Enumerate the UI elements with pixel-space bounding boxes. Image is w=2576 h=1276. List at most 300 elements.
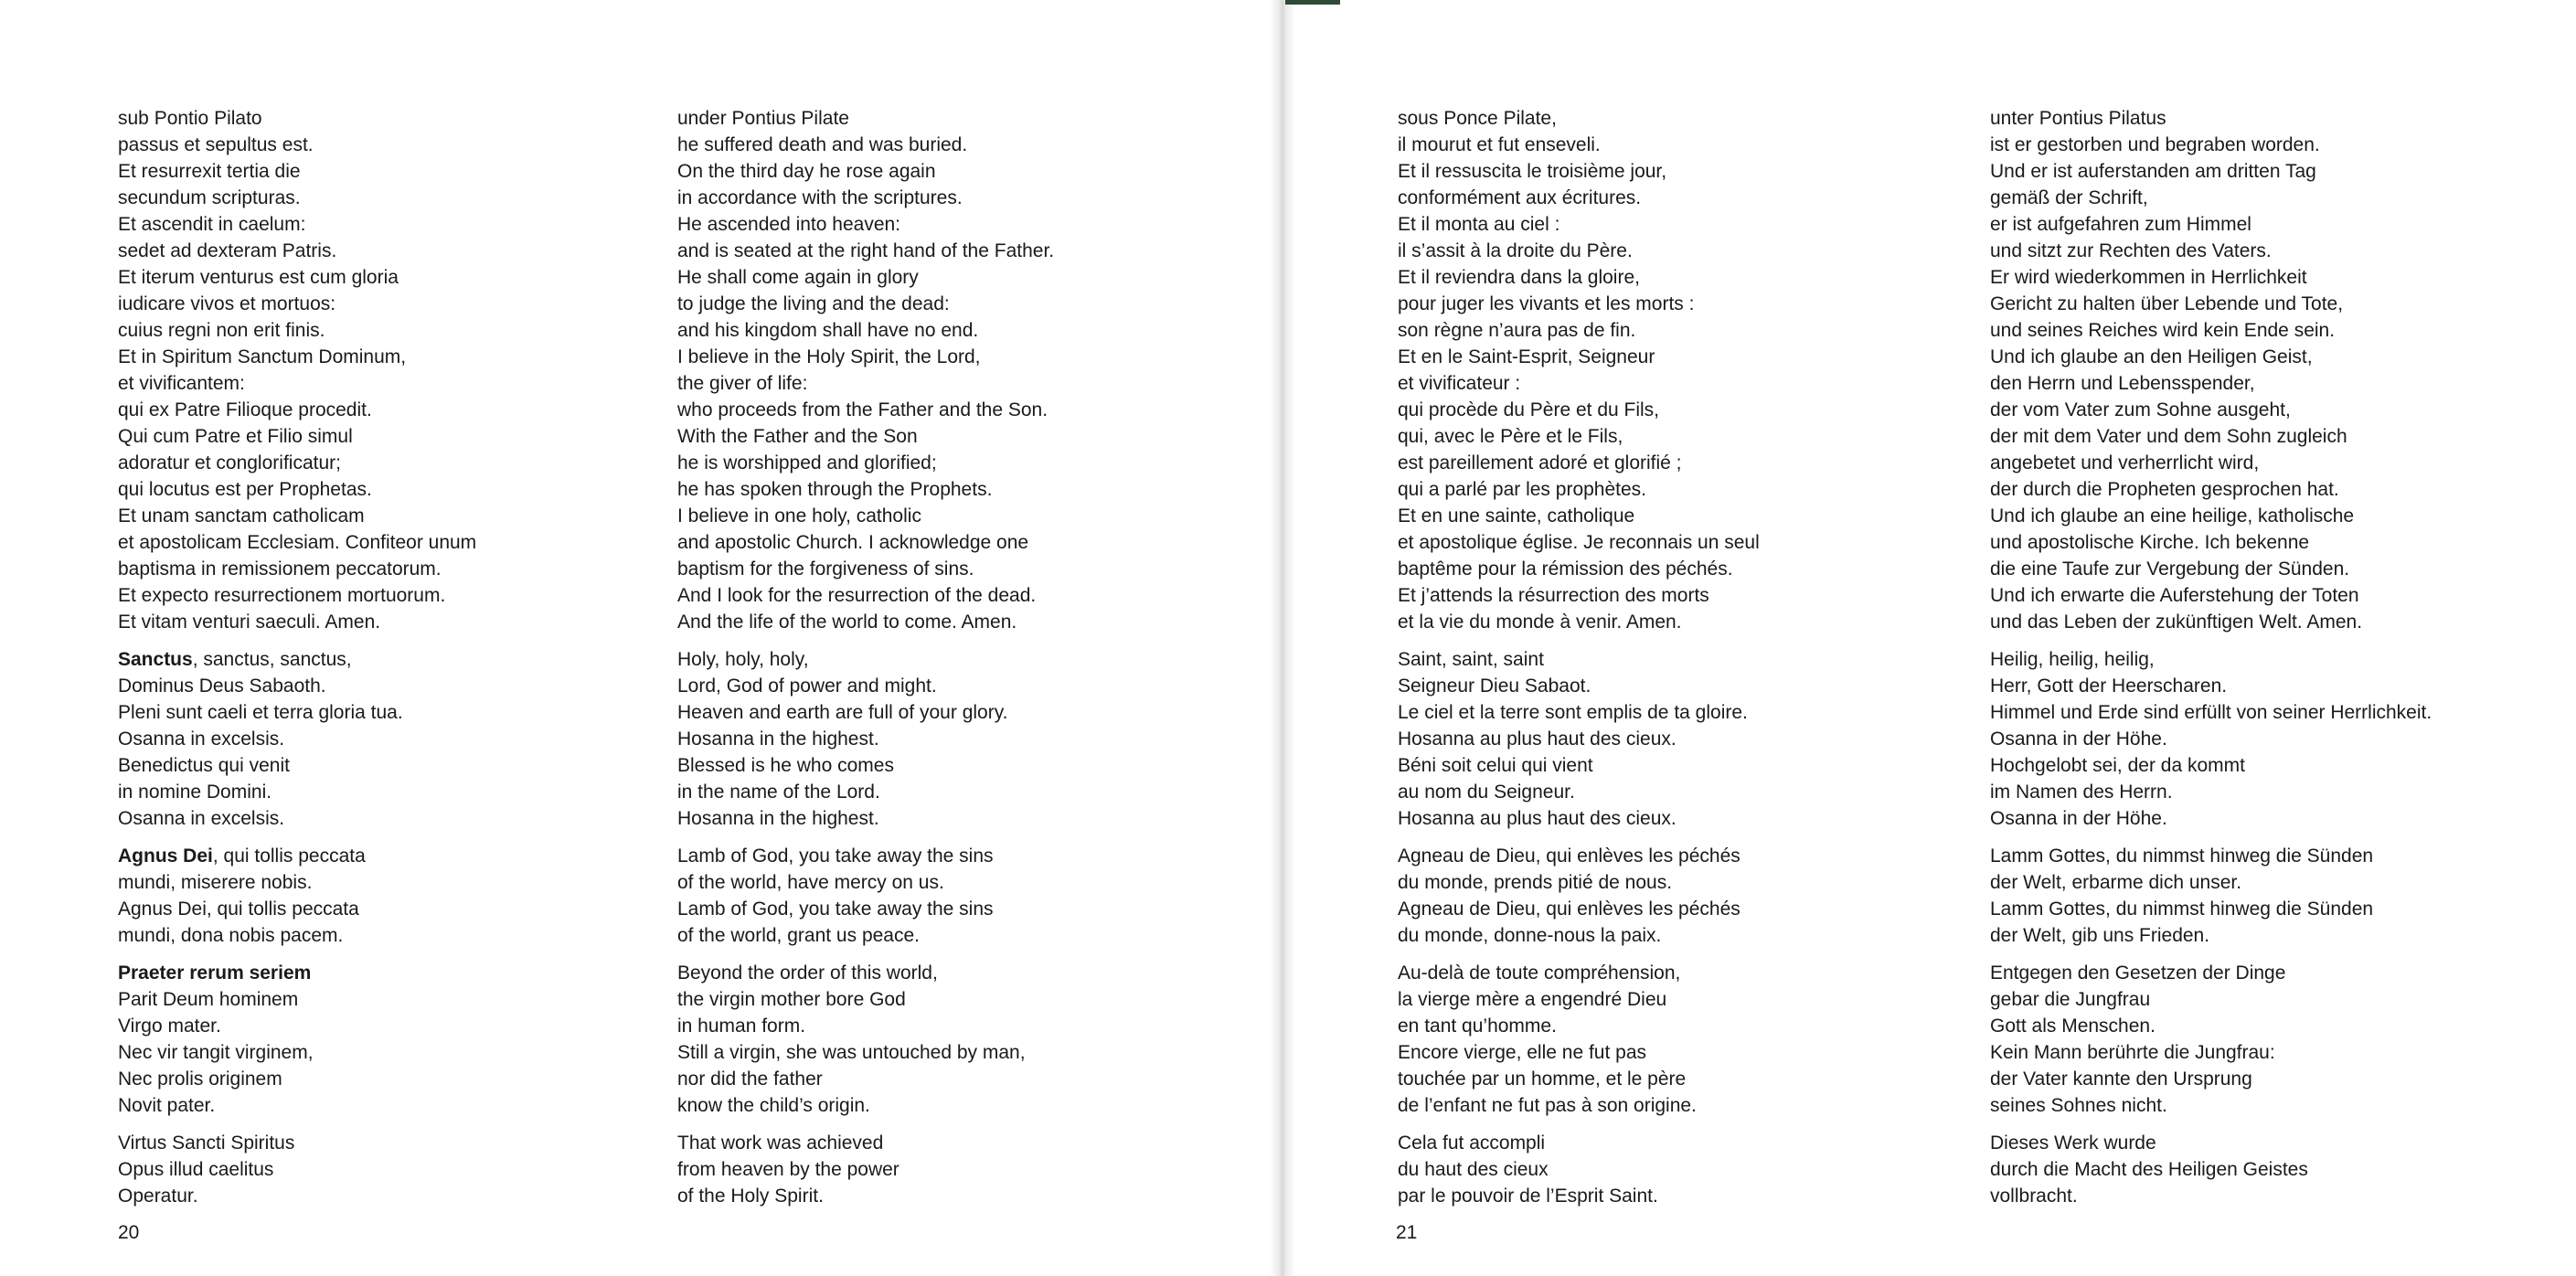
text-line xyxy=(1990,370,2432,397)
text-line xyxy=(1398,211,1760,238)
text-line xyxy=(677,609,1054,635)
line-text: Et iterum venturus est cum gloria xyxy=(118,267,399,288)
text-line xyxy=(1990,960,2432,986)
bold-heading: Sanctus xyxy=(118,649,193,670)
line-text: en tant qu’homme. xyxy=(1398,1015,1557,1037)
stanza xyxy=(1398,1130,1760,1209)
line-text: Qui cum Patre et Filio simul xyxy=(118,426,353,447)
text-line xyxy=(1990,726,2432,752)
text-line xyxy=(677,960,1054,986)
line-text: sous Ponce Pilate, xyxy=(1398,108,1557,129)
line-text: qui procède du Père et du Fils, xyxy=(1398,399,1660,420)
line-text: Blessed is he who comes xyxy=(677,755,894,776)
line-text: mundi, miserere nobis. xyxy=(118,872,313,893)
stanza xyxy=(118,960,476,1119)
text-line xyxy=(677,646,1054,673)
stanza xyxy=(677,105,1054,635)
line-text: And I look for the resurrection of the dead. xyxy=(677,585,1037,606)
text-line xyxy=(677,869,1054,896)
latin-column xyxy=(118,105,476,1220)
line-text: Gericht zu halten über Lebende und Tote, xyxy=(1990,293,2344,314)
line-text: et apostolicam Ecclesiam. Confiteor unum xyxy=(118,532,477,553)
line-text: Béni soit celui qui vient xyxy=(1398,755,1593,776)
line-text: und das Leben der zukünftigen Welt. Amen. xyxy=(1990,611,2363,633)
line-text: Et unam sanctam catholicam xyxy=(118,505,365,526)
line-text: Operatur. xyxy=(118,1186,198,1207)
line-text: he suffered death and was buried. xyxy=(677,134,968,155)
line-text: Holy, holy, holy, xyxy=(677,649,809,670)
line-text: , qui tollis peccata xyxy=(212,845,366,867)
line-text: et la vie du monde à venir. Amen. xyxy=(1398,611,1682,633)
text-line xyxy=(118,582,476,609)
bold-heading: Praeter rerum seriem xyxy=(118,962,312,984)
line-text: est pareillement adoré et glorifié ; xyxy=(1398,452,1682,473)
text-line xyxy=(118,1039,476,1066)
line-text: Et en une sainte, catholique xyxy=(1398,505,1635,526)
line-text: Und ich glaube an eine heilige, katholische xyxy=(1990,505,2355,526)
line-text: Opus illud caelitus xyxy=(118,1159,274,1180)
text-line xyxy=(677,132,1054,158)
line-text: he has spoken through the Prophets. xyxy=(677,479,993,500)
text-line xyxy=(118,185,476,211)
text-line xyxy=(677,805,1054,832)
text-line xyxy=(118,211,476,238)
line-text: du monde, prends pitié de nous. xyxy=(1398,872,1673,893)
line-text: Lamb of God, you take away the sins xyxy=(677,899,994,920)
text-line xyxy=(118,476,476,503)
text-line xyxy=(1398,344,1760,370)
line-text: Et il reviendra dans la gloire, xyxy=(1398,267,1640,288)
line-text: Und er ist auferstanden am dritten Tag xyxy=(1990,161,2316,182)
line-text: Virgo mater. xyxy=(118,1015,221,1037)
line-text: in accordance with the scriptures. xyxy=(677,187,963,208)
line-text: Au-delà de toute compréhension, xyxy=(1398,962,1681,984)
text-line xyxy=(677,556,1054,582)
text-line xyxy=(1990,423,2432,450)
text-line xyxy=(1990,132,2432,158)
text-line xyxy=(1990,1092,2432,1119)
line-text: Et j’attends la résurrection des morts xyxy=(1398,585,1709,606)
text-line xyxy=(1990,344,2432,370)
stanza xyxy=(1990,646,2432,832)
text-line xyxy=(1990,1183,2432,1209)
line-text: sub Pontio Pilato xyxy=(118,108,262,129)
line-text: gebar die Jungfrau xyxy=(1990,989,2151,1010)
line-text: unter Pontius Pilatus xyxy=(1990,108,2166,129)
line-text: Hosanna au plus haut des cieux. xyxy=(1398,808,1677,829)
stanza xyxy=(118,646,476,832)
text-line xyxy=(118,450,476,476)
line-text: know the child’s origin. xyxy=(677,1095,870,1116)
line-text: du monde, donne-nous la paix. xyxy=(1398,925,1662,946)
line-text: Agneau de Dieu, qui enlèves les péchés xyxy=(1398,845,1740,867)
line-text: Heilig, heilig, heilig, xyxy=(1990,649,2155,670)
line-text: Et in Spiritum Sanctum Dominum, xyxy=(118,346,407,367)
line-text: baptism for the forgiveness of sins. xyxy=(677,558,974,580)
text-line xyxy=(677,582,1054,609)
line-text: par le pouvoir de l’Esprit Saint. xyxy=(1398,1186,1658,1207)
text-line xyxy=(1398,397,1760,423)
line-text: Et ascendit in caelum: xyxy=(118,214,306,235)
line-text: in the name of the Lord. xyxy=(677,782,880,803)
line-text: Agnus Dei, qui tollis peccata xyxy=(118,899,359,920)
line-text: gemäß der Schrift, xyxy=(1990,187,2148,208)
line-text: der vom Vater zum Sohne ausgeht, xyxy=(1990,399,2291,420)
text-line xyxy=(1990,869,2432,896)
text-line xyxy=(1990,843,2432,869)
text-line xyxy=(1990,105,2432,132)
line-text: Und ich glaube an den Heiligen Geist, xyxy=(1990,346,2313,367)
text-line xyxy=(1990,922,2432,949)
stanza xyxy=(1398,105,1760,635)
text-line xyxy=(677,726,1054,752)
text-line xyxy=(677,158,1054,185)
line-text: Osanna in excelsis. xyxy=(118,808,285,829)
text-line xyxy=(677,1039,1054,1066)
line-text: Hosanna in the highest. xyxy=(677,728,879,750)
line-text: I believe in the Holy Spirit, the Lord, xyxy=(677,346,981,367)
text-line xyxy=(677,922,1054,949)
line-text: , sanctus, sanctus, xyxy=(192,649,352,670)
line-text: baptisma in remissionem peccatorum. xyxy=(118,558,442,580)
text-line xyxy=(1398,1092,1760,1119)
text-line xyxy=(1398,503,1760,529)
line-text: he is worshipped and glorified; xyxy=(677,452,937,473)
line-text: He shall come again in glory xyxy=(677,267,919,288)
text-line xyxy=(118,370,476,397)
text-line xyxy=(1990,397,2432,423)
text-line xyxy=(118,1092,476,1119)
line-text: et vivificateur : xyxy=(1398,373,1521,394)
stanza xyxy=(118,1130,476,1209)
text-line xyxy=(1398,896,1760,922)
line-text: Virtus Sancti Spiritus xyxy=(118,1132,295,1154)
text-line xyxy=(1990,582,2432,609)
text-line xyxy=(1990,1130,2432,1156)
bold-heading: Agnus Dei xyxy=(118,845,213,867)
text-line xyxy=(118,105,476,132)
line-text: Osanna in der Höhe. xyxy=(1990,728,2167,750)
line-text: seines Sohnes nicht. xyxy=(1990,1095,2167,1116)
text-line xyxy=(677,752,1054,779)
line-text: Still a virgin, she was untouched by man, xyxy=(677,1042,1026,1063)
line-text: Lord, God of power and might. xyxy=(677,675,937,696)
text-line xyxy=(1990,673,2432,699)
text-line xyxy=(1398,609,1760,635)
stanza xyxy=(677,646,1054,832)
text-line xyxy=(1990,646,2432,673)
line-text: angebetet und verherrlicht wird, xyxy=(1990,452,2260,473)
text-line xyxy=(1990,986,2432,1013)
text-line xyxy=(1398,752,1760,779)
text-line xyxy=(1990,1066,2432,1092)
line-text: im Namen des Herrn. xyxy=(1990,782,2173,803)
line-text: vollbracht. xyxy=(1990,1186,2078,1207)
line-text: and his kingdom shall have no end. xyxy=(677,320,979,341)
line-text: from heaven by the power xyxy=(677,1159,899,1180)
stanza xyxy=(118,843,476,949)
english-column xyxy=(677,105,1054,1220)
text-line xyxy=(118,869,476,896)
line-text: Und ich erwarte die Auferstehung der Toten xyxy=(1990,585,2359,606)
text-line xyxy=(677,503,1054,529)
line-text: de l’enfant ne fut pas à son origine. xyxy=(1398,1095,1697,1116)
line-text: in human form. xyxy=(677,1015,806,1037)
line-text: Pleni sunt caeli et terra gloria tua. xyxy=(118,702,403,723)
line-text: And the life of the world to come. Amen. xyxy=(677,611,1017,633)
line-text: Encore vierge, elle ne fut pas xyxy=(1398,1042,1646,1063)
line-text: Parit Deum hominem xyxy=(118,989,299,1010)
line-text: Lamm Gottes, du nimmst hinweg die Sünden xyxy=(1990,899,2374,920)
line-text: who proceeds from the Father and the Son. xyxy=(677,399,1048,420)
line-text: of the world, have mercy on us. xyxy=(677,872,944,893)
line-text: the giver of life: xyxy=(677,373,808,394)
line-text: der mit dem Vater und dem Sohn zugleich xyxy=(1990,426,2347,447)
text-line xyxy=(677,423,1054,450)
stanza xyxy=(1398,843,1760,949)
line-text: der durch die Propheten gesprochen hat. xyxy=(1990,479,2339,500)
text-line xyxy=(118,264,476,291)
line-text: Novit pater. xyxy=(118,1095,216,1116)
text-line xyxy=(118,646,476,673)
line-text: Dominus Deus Sabaoth. xyxy=(118,675,326,696)
line-text: On the third day he rose again xyxy=(677,161,936,182)
line-text: mundi, dona nobis pacem. xyxy=(118,925,344,946)
page-number-left: 20 xyxy=(118,1222,140,1243)
text-line xyxy=(677,779,1054,805)
line-text: Himmel und Erde sind erfüllt von seiner Herrlichkeit. xyxy=(1990,702,2432,723)
text-line xyxy=(118,344,476,370)
text-line xyxy=(1398,476,1760,503)
page-gutter xyxy=(1270,0,1295,1276)
text-line xyxy=(1398,423,1760,450)
line-text: Beyond the order of this world, xyxy=(677,962,938,984)
line-text: Dieses Werk wurde xyxy=(1990,1132,2156,1154)
text-line xyxy=(118,779,476,805)
text-line xyxy=(1990,609,2432,635)
text-line xyxy=(118,317,476,344)
text-line xyxy=(677,1066,1054,1092)
text-line xyxy=(118,529,476,556)
line-text: der Welt, erbarme dich unser. xyxy=(1990,872,2242,893)
line-text: touchée par un homme, et le père xyxy=(1398,1069,1687,1090)
text-line xyxy=(677,986,1054,1013)
text-line xyxy=(1398,699,1760,726)
text-line xyxy=(1990,805,2432,832)
text-line xyxy=(677,476,1054,503)
line-text: Herr, Gott der Heerscharen. xyxy=(1990,675,2228,696)
text-line xyxy=(1990,317,2432,344)
line-text: ist er gestorben und begraben worden. xyxy=(1990,134,2320,155)
text-line xyxy=(1990,752,2432,779)
line-text: et apostolique église. Je reconnais un seul xyxy=(1398,532,1760,553)
text-line xyxy=(118,1013,476,1039)
text-line xyxy=(1398,1130,1760,1156)
line-text: and is seated at the right hand of the Father. xyxy=(677,240,1055,261)
text-line xyxy=(1398,986,1760,1013)
text-line xyxy=(1990,450,2432,476)
line-text: und apostolische Kirche. Ich bekenne xyxy=(1990,532,2310,553)
line-text: Benedictus qui venit xyxy=(118,755,290,776)
text-line xyxy=(1398,450,1760,476)
text-line xyxy=(1398,105,1760,132)
text-line xyxy=(1398,922,1760,949)
text-line xyxy=(677,450,1054,476)
line-text: Seigneur Dieu Sabaot. xyxy=(1398,675,1591,696)
text-line xyxy=(1990,476,2432,503)
text-line xyxy=(118,922,476,949)
text-line xyxy=(1398,869,1760,896)
text-line xyxy=(1398,317,1760,344)
text-line xyxy=(118,960,476,986)
stanza xyxy=(1990,960,2432,1119)
text-line xyxy=(118,397,476,423)
line-text: er ist aufgefahren zum Himmel xyxy=(1990,214,2251,235)
line-text: du haut des cieux xyxy=(1398,1159,1549,1180)
stanza xyxy=(118,105,476,635)
line-text: secundum scripturas. xyxy=(118,187,301,208)
text-line xyxy=(1990,699,2432,726)
text-line xyxy=(1398,185,1760,211)
line-text: und sitzt zur Rechten des Vaters. xyxy=(1990,240,2272,261)
text-line xyxy=(118,896,476,922)
stanza xyxy=(1398,646,1760,832)
line-text: baptême pour la rémission des péchés. xyxy=(1398,558,1733,580)
line-text: pour juger les vivants et les morts : xyxy=(1398,293,1695,314)
text-line xyxy=(118,1156,476,1183)
text-line xyxy=(1398,370,1760,397)
text-line xyxy=(118,609,476,635)
line-text: to judge the living and the dead: xyxy=(677,293,950,314)
text-line xyxy=(677,1130,1054,1156)
line-text: iudicare vivos et mortuos: xyxy=(118,293,336,314)
line-text: Le ciel et la terre sont emplis de ta gloire. xyxy=(1398,702,1748,723)
line-text: in nomine Domini. xyxy=(118,782,272,803)
line-text: and apostolic Church. I acknowledge one xyxy=(677,532,1029,553)
text-line xyxy=(677,105,1054,132)
stanza xyxy=(1990,843,2432,949)
text-line xyxy=(1398,960,1760,986)
line-text: Et il monta au ciel : xyxy=(1398,214,1560,235)
text-line xyxy=(677,673,1054,699)
text-line xyxy=(1398,1183,1760,1209)
text-line xyxy=(118,1183,476,1209)
line-text: Osanna in der Höhe. xyxy=(1990,808,2167,829)
line-text: the virgin mother bore God xyxy=(677,989,906,1010)
text-line xyxy=(118,843,476,869)
text-line xyxy=(1398,132,1760,158)
line-text: Lamb of God, you take away the sins xyxy=(677,845,994,867)
text-line xyxy=(677,843,1054,869)
text-line xyxy=(1990,529,2432,556)
text-line xyxy=(1398,238,1760,264)
text-line xyxy=(677,1092,1054,1119)
text-line xyxy=(677,211,1054,238)
text-line xyxy=(1990,291,2432,317)
stanza xyxy=(1990,1130,2432,1209)
line-text: sedet ad dexteram Patris. xyxy=(118,240,337,261)
text-line xyxy=(1990,503,2432,529)
text-line xyxy=(677,317,1054,344)
line-text: I believe in one holy, catholic xyxy=(677,505,921,526)
text-line xyxy=(1398,843,1760,869)
line-text: Osanna in excelsis. xyxy=(118,728,285,750)
line-text: Et en le Saint-Esprit, Seigneur xyxy=(1398,346,1655,367)
text-line xyxy=(118,986,476,1013)
line-text: durch die Macht des Heiligen Geistes xyxy=(1990,1159,2308,1180)
text-line xyxy=(1398,673,1760,699)
line-text: conformément aux écritures. xyxy=(1398,187,1642,208)
line-text: Et resurrexit tertia die xyxy=(118,161,301,182)
text-line xyxy=(118,1066,476,1092)
text-line xyxy=(1398,805,1760,832)
text-line xyxy=(677,370,1054,397)
text-line xyxy=(677,264,1054,291)
line-text: il mourut et fut enseveli. xyxy=(1398,134,1601,155)
text-line xyxy=(1398,582,1760,609)
line-text: Er wird wiederkommen in Herrlichkeit xyxy=(1990,267,2307,288)
text-line xyxy=(677,397,1054,423)
text-line xyxy=(1398,1013,1760,1039)
text-line xyxy=(677,238,1054,264)
line-text: adoratur et conglorificatur; xyxy=(118,452,341,473)
text-line xyxy=(677,291,1054,317)
text-line xyxy=(118,556,476,582)
text-line xyxy=(677,1183,1054,1209)
stanza xyxy=(677,843,1054,949)
line-text: That work was achieved xyxy=(677,1132,884,1154)
text-line xyxy=(1398,646,1760,673)
text-line xyxy=(1398,264,1760,291)
line-text: der Vater kannte den Ursprung xyxy=(1990,1069,2252,1090)
text-line xyxy=(118,726,476,752)
text-line xyxy=(677,699,1054,726)
line-text: der Welt, gib uns Frieden. xyxy=(1990,925,2210,946)
line-text: Hosanna in the highest. xyxy=(677,808,879,829)
line-text: Gott als Menschen. xyxy=(1990,1015,2156,1037)
line-text: die eine Taufe zur Vergebung der Sünden. xyxy=(1990,558,2350,580)
text-line xyxy=(1990,158,2432,185)
line-text: Saint, saint, saint xyxy=(1398,649,1544,670)
text-line xyxy=(118,503,476,529)
stanza xyxy=(1990,105,2432,635)
stanza xyxy=(677,960,1054,1119)
text-line xyxy=(1398,779,1760,805)
text-line xyxy=(118,752,476,779)
line-text: cuius regni non erit finis. xyxy=(118,320,325,341)
line-text: la vierge mère a engendré Dieu xyxy=(1398,989,1667,1010)
line-text: With the Father and the Son xyxy=(677,426,918,447)
text-line xyxy=(118,805,476,832)
line-text: qui ex Patre Filioque procedit. xyxy=(118,399,372,420)
text-line xyxy=(677,529,1054,556)
line-text: Nec vir tangit virginem, xyxy=(118,1042,314,1063)
line-text: Heaven and earth are full of your glory. xyxy=(677,702,1008,723)
french-column xyxy=(1398,105,1760,1220)
text-line xyxy=(1990,185,2432,211)
line-text: Hosanna au plus haut des cieux. xyxy=(1398,728,1677,750)
line-text: et vivificantem: xyxy=(118,373,245,394)
line-text: Lamm Gottes, du nimmst hinweg die Sünden xyxy=(1990,845,2374,867)
text-line xyxy=(1398,529,1760,556)
german-column xyxy=(1990,105,2432,1220)
line-text: Et il ressuscita le troisième jour, xyxy=(1398,161,1667,182)
text-line xyxy=(1990,1039,2432,1066)
text-line xyxy=(677,185,1054,211)
line-text: of the world, grant us peace. xyxy=(677,925,920,946)
line-text: Et expecto resurrectionem mortuorum. xyxy=(118,585,446,606)
line-text: qui locutus est per Prophetas. xyxy=(118,479,372,500)
